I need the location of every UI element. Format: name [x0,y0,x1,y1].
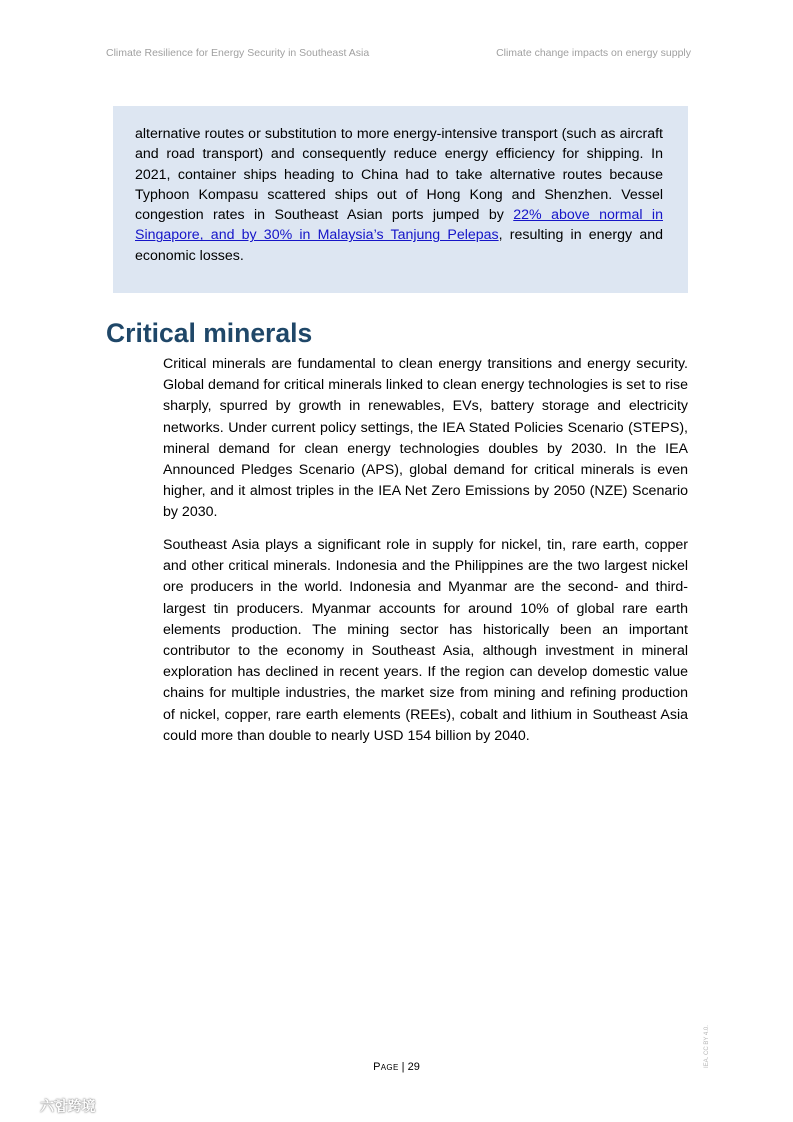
running-header-right: Climate change impacts on energy supply [496,47,691,59]
watermark [10,1096,96,1116]
running-header-left: Climate Resilience for Energy Security in Southeast Asia [106,47,370,59]
paragraph-2: Southeast Asia plays a significant role in supply for nickel, tin, rare earth, copper and other critical minerals. Indonesia and the Philippines are the two largest nickel ore producers in the world. Indonesia and Myanmar are the second- and third-largest tin producers. Myanmar accounts for around 10% of global rare earth elements production. The mining sector has historically been an important contributor to the economy in Southeast Asia, although investment in mineral exploration has declined in recent years. If the region can develop domestic value chains for multiple industries, the market size from mining and refining production of nickel, copper, rare earth elements (REEs), cobalt and lithium in Southeast Asia could more than double to nearly USD 154 billion by 2040. [163,537,688,744]
watermark-logo-icon [10,1097,36,1115]
page-number: 29 [407,1061,420,1073]
page-separator: | [398,1061,408,1073]
callout-text-before-link: alternative routes or substitution to more energy-intensive transport (such as aircraft and road transport) and consequently reduce energy efficiency for shipping. In 2021, container ships heading to China had to take alternative routes because Typhoon Kompasu scattered ships out of Hong Kong and Shenzhen. Vessel congestion rates in Southeast Asian ports jumped by [135,126,663,224]
section-title: Critical minerals [106,318,313,348]
paragraph-1: Critical minerals are fundamental to clean energy transitions and energy security. Global demand for critical minerals linked to clean energy technologies is set to rise sharply, spurred by growth in renewables, EVs, battery storage and electricity networks. Under current policy settings, the IEA Stated Policies Scenario (STEPS), mineral demand for clean energy technologies doubles by 2030. In the IEA Announced Pledges Scenario (APS), global demand for critical minerals is even higher, and it almost triples in the IEA Net Zero Emissions by 2050 (NZE) Scenario by 2030. [163,356,688,521]
license-note: IEA. CC BY 4.0. [704,1025,710,1068]
callout-text-after-link: , resulting in energy and economic losses. [135,227,663,264]
page-label: Page [373,1061,399,1073]
source-link[interactable]: 22% above normal in Singapore, and by 30% in Malaysia’s Tanjung Pelepas [135,207,663,244]
callout-text [135,124,663,266]
page-footer [0,1061,793,1073]
watermark-text: 六합跨境 [40,1098,96,1114]
